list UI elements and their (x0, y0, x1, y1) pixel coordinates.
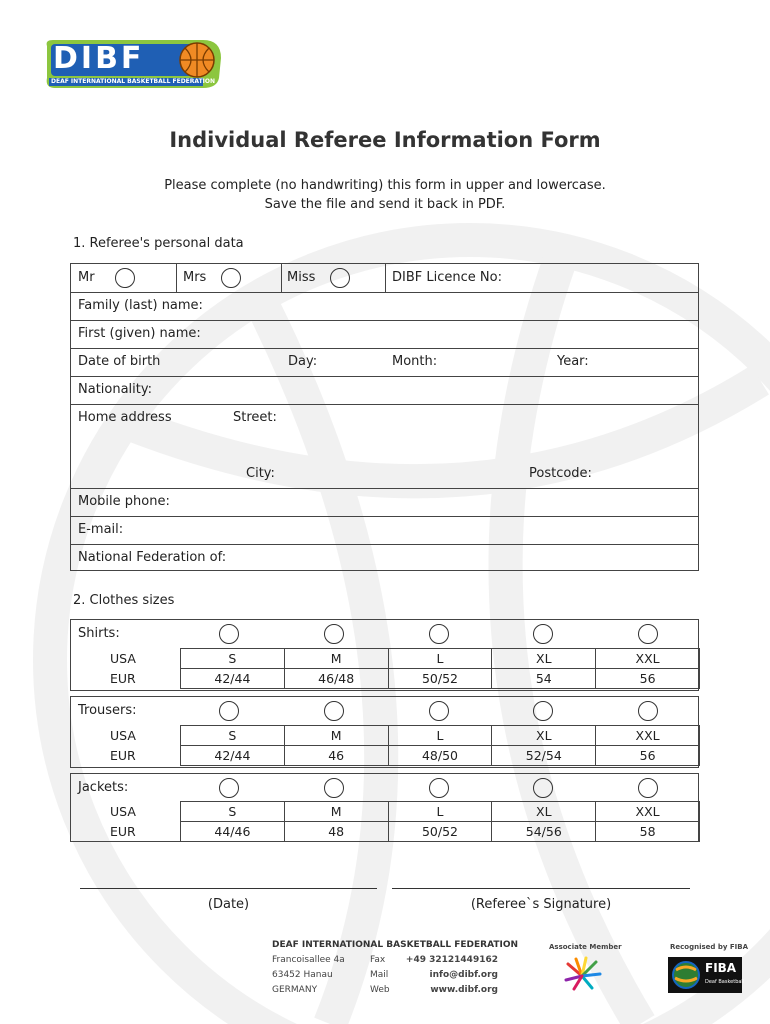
size-cell: S (181, 726, 285, 746)
usa-label: USA (110, 651, 136, 666)
usa-label: USA (110, 804, 136, 819)
first-name-field[interactable]: First (given) name: (78, 326, 201, 341)
trousers-size-table (104, 725, 700, 766)
referee-signature-caption: (Referee`s Signature) (470, 897, 612, 912)
jackets-m-radio[interactable] (324, 778, 344, 798)
size-cell: XXL (596, 802, 700, 822)
globe-icon (671, 960, 701, 990)
title-mr-label: Mr (78, 270, 95, 285)
jackets-l-radio[interactable] (429, 778, 449, 798)
shirts-m-radio[interactable] (324, 624, 344, 644)
logo-subtitle: DEAF INTERNATIONAL BASKETBALL FEDERATION (51, 78, 216, 85)
size-cell: XXL (596, 726, 700, 746)
trousers-l-radio[interactable] (429, 701, 449, 721)
trousers-xxl-radio[interactable] (638, 701, 658, 721)
shirts-xxl-radio[interactable] (638, 624, 658, 644)
shirts-l-radio[interactable] (429, 624, 449, 644)
jackets-label: Jackets: (78, 780, 129, 795)
shirts-usa-row (104, 649, 700, 669)
mrs-radio[interactable] (221, 268, 241, 288)
dob-month-field[interactable]: Month: (392, 354, 438, 369)
size-cell: 50/52 (388, 822, 492, 842)
referee-signature-line[interactable] (392, 888, 690, 889)
form-title: Individual Referee Information Form (169, 128, 601, 152)
national-federation-field[interactable]: National Federation of: (78, 550, 227, 565)
size-cell: L (388, 802, 492, 822)
shirts-size-table (104, 648, 700, 689)
footer-web-link[interactable]: www.dibf.org (430, 985, 498, 995)
trousers-usa-row (104, 726, 700, 746)
mr-radio[interactable] (115, 268, 135, 288)
date-of-birth-label: Date of birth (78, 354, 161, 369)
associate-member-icon (562, 956, 602, 992)
size-cell: L (388, 649, 492, 669)
jackets-xl-radio[interactable] (533, 778, 553, 798)
dibf-logo (43, 38, 225, 90)
trousers-m-radio[interactable] (324, 701, 344, 721)
jackets-size-table (104, 801, 700, 842)
size-cell: M (284, 726, 388, 746)
instruction-line-1: Please complete (no handwriting) this form in upper and lowercase. (164, 178, 606, 193)
footer-address-3: GERMANY (272, 985, 318, 995)
recognised-by-fiba-label: Recognised by FIBA (670, 943, 749, 951)
associate-member-label: Associate Member (549, 943, 622, 951)
date-caption: (Date) (207, 897, 250, 912)
trousers-s-radio[interactable] (219, 701, 239, 721)
shirts-label: Shirts: (78, 626, 120, 641)
footer-fax-label: Fax (370, 955, 386, 965)
jackets-usa-row (104, 802, 700, 822)
size-cell: 42/44 (181, 669, 285, 689)
size-cell: 54/56 (492, 822, 596, 842)
size-cell: 56 (596, 746, 700, 766)
size-cell: 44/46 (181, 822, 285, 842)
licence-no-field[interactable]: DIBF Licence No: (392, 270, 502, 285)
city-field[interactable]: City: (246, 466, 275, 481)
size-cell: 46/48 (284, 669, 388, 689)
size-cell: 54 (492, 669, 596, 689)
trousers-xl-radio[interactable] (533, 701, 553, 721)
email-field[interactable]: E-mail: (78, 522, 124, 537)
footer-fax-value: +49 32121449162 (405, 955, 498, 965)
size-cell: XXL (596, 649, 700, 669)
fiba-subtitle: Deaf Basketball (705, 979, 745, 985)
size-cell: 48/50 (388, 746, 492, 766)
section1-heading: 1. Referee's personal data (73, 236, 244, 251)
footer-org-name: DEAF INTERNATIONAL BASKETBALL FEDERATION (272, 940, 519, 950)
eur-label: EUR (110, 671, 136, 686)
logo-wordmark: DIBF (53, 41, 145, 76)
eur-label: EUR (110, 824, 136, 839)
shirts-s-radio[interactable] (219, 624, 239, 644)
date-signature-line[interactable] (80, 888, 377, 889)
fiba-wordmark: FIBA (705, 961, 737, 975)
size-cell: 56 (596, 669, 700, 689)
size-cell: XL (492, 802, 596, 822)
footer-web-label: Web (370, 985, 390, 995)
usa-label: USA (110, 728, 136, 743)
trousers-label: Trousers: (78, 703, 137, 718)
size-cell: XL (492, 726, 596, 746)
shirts-eur-row (104, 669, 700, 689)
size-cell: M (284, 802, 388, 822)
size-cell: L (388, 726, 492, 746)
size-cell: 46 (284, 746, 388, 766)
mobile-phone-field[interactable]: Mobile phone: (78, 494, 170, 509)
miss-radio[interactable] (330, 268, 350, 288)
title-mrs-label: Mrs (183, 270, 207, 285)
footer-mail-label: Mail (370, 970, 389, 980)
footer-mail-link[interactable]: info@dibf.org (429, 970, 498, 980)
instruction-line-2: Save the file and send it back in PDF. (264, 197, 506, 212)
fiba-logo (668, 957, 745, 993)
size-cell: S (181, 802, 285, 822)
jackets-xxl-radio[interactable] (638, 778, 658, 798)
jackets-s-radio[interactable] (219, 778, 239, 798)
size-cell: 58 (596, 822, 700, 842)
postcode-field[interactable]: Postcode: (529, 466, 592, 481)
jackets-eur-row (104, 822, 700, 842)
footer-address-1: Francoisallee 4a (272, 955, 345, 965)
personal-data-box (70, 263, 699, 571)
eur-label: EUR (110, 748, 136, 763)
size-cell: 48 (284, 822, 388, 842)
shirts-xl-radio[interactable] (533, 624, 553, 644)
size-cell: 42/44 (181, 746, 285, 766)
street-field[interactable]: Street: (233, 410, 277, 425)
home-address-label: Home address (78, 410, 172, 425)
size-cell: XL (492, 649, 596, 669)
size-cell: 52/54 (492, 746, 596, 766)
size-cell: S (181, 649, 285, 669)
section2-heading: 2. Clothes sizes (73, 593, 175, 608)
size-cell: 50/52 (388, 669, 492, 689)
trousers-eur-row (104, 746, 700, 766)
dob-year-field[interactable]: Year: (557, 354, 589, 369)
family-name-field[interactable]: Family (last) name: (78, 298, 203, 313)
title-miss-label: Miss (287, 270, 316, 285)
dob-day-field[interactable]: Day: (288, 354, 318, 369)
footer-address-2: 63452 Hanau (272, 970, 333, 980)
nationality-field[interactable]: Nationality: (78, 382, 153, 397)
size-cell: M (284, 649, 388, 669)
